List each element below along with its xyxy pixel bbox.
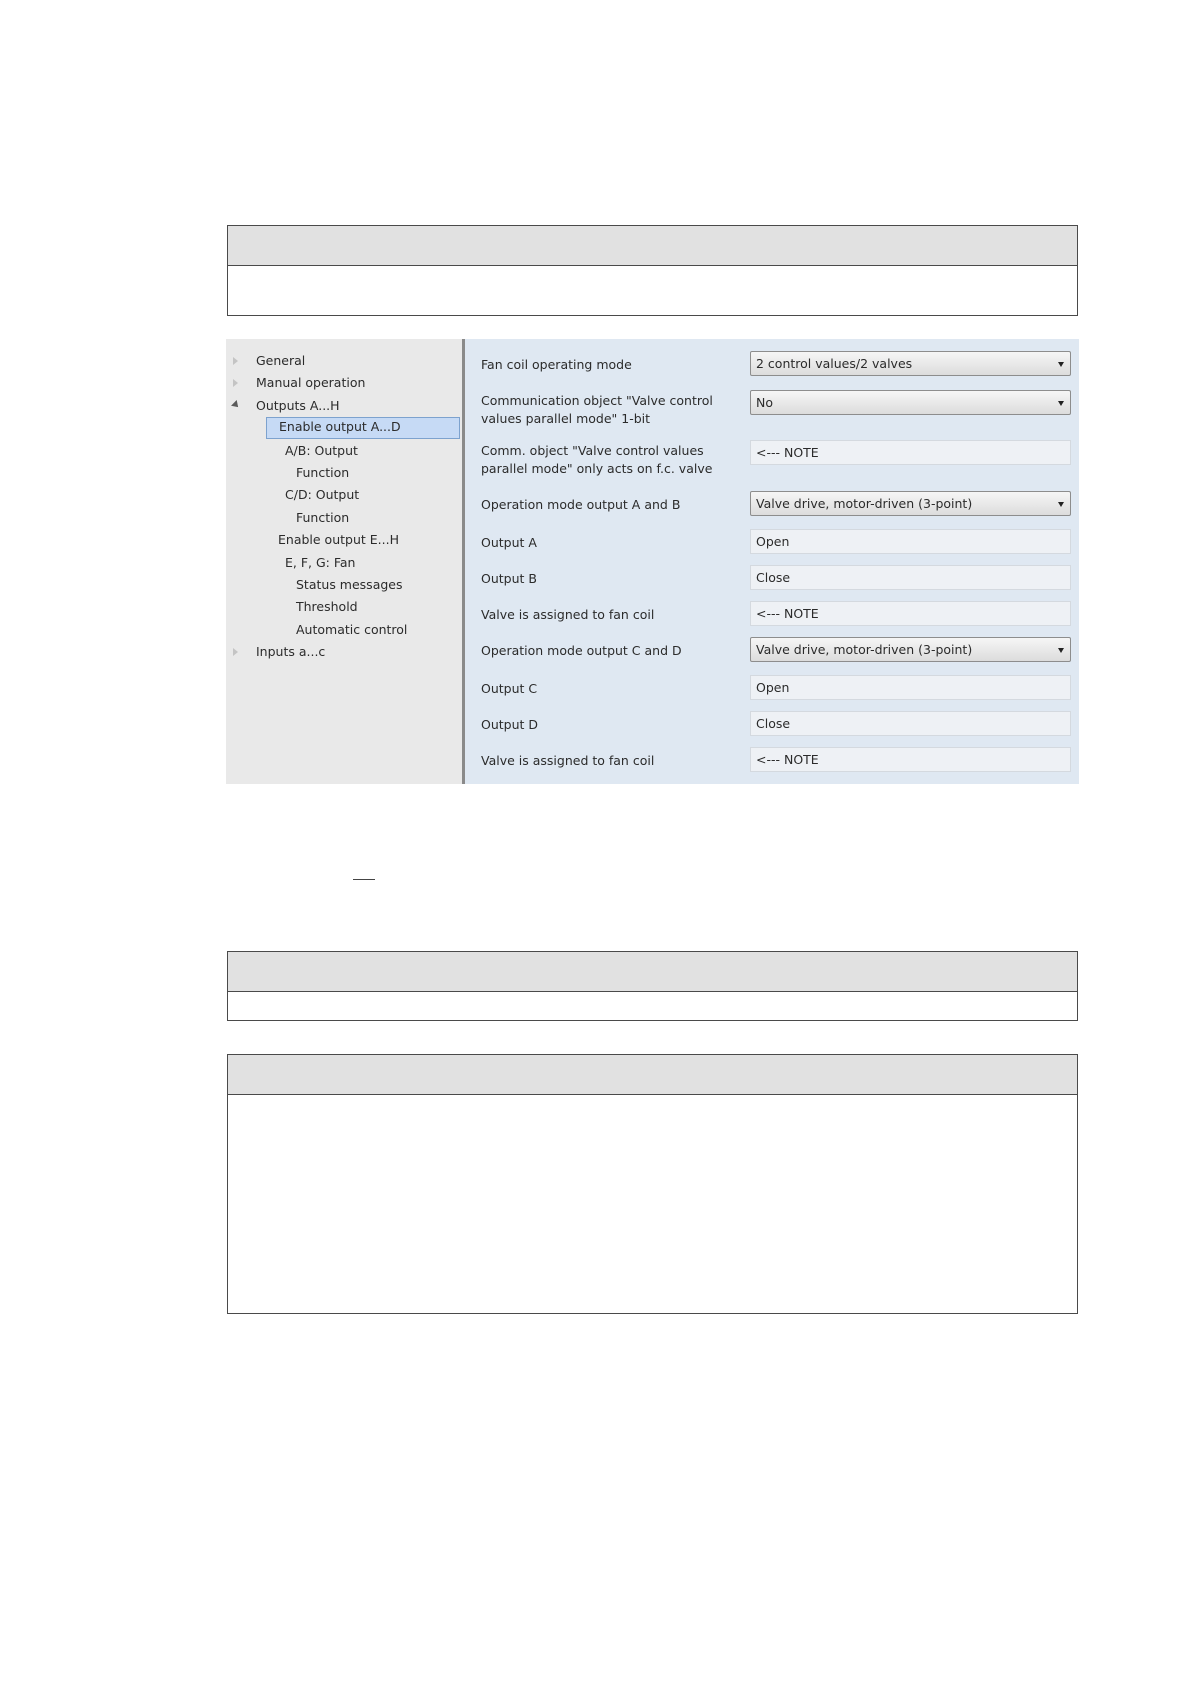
tree-item[interactable]: Enable output A...D: [266, 417, 460, 439]
tree-item[interactable]: Status messages: [296, 577, 403, 592]
parameter-value-field: [750, 529, 1071, 554]
tree-item[interactable]: A/B: Output: [285, 442, 358, 458]
parameter-dropdown[interactable]: [750, 637, 1071, 662]
parameter-window-screenshot: [226, 339, 1079, 784]
parameter-value: <--- NOTE: [756, 445, 819, 460]
parameter-value: Close: [756, 716, 791, 731]
tree-item[interactable]: Function: [296, 465, 350, 480]
parameter-label: Valve is assigned to fan coil: [481, 753, 655, 768]
chevron-down-icon[interactable]: [1058, 648, 1064, 653]
parameter-dropdown[interactable]: [750, 491, 1071, 516]
parameter-panel: [465, 339, 1079, 784]
chevron-down-icon[interactable]: [1058, 362, 1064, 367]
parameter-value: No: [756, 395, 773, 410]
note-box-header: [228, 226, 1077, 266]
tree-item[interactable]: Enable output E...H: [278, 532, 399, 548]
tree-item[interactable]: Function: [296, 509, 350, 525]
collapse-arrow-icon[interactable]: [233, 379, 238, 387]
parameter-label: Valve is assigned to fan coil: [481, 607, 655, 622]
parameter-label: Output C: [481, 681, 538, 696]
parameter-value-field: [750, 675, 1071, 700]
tree-item[interactable]: Inputs a...c: [256, 644, 326, 660]
collapse-arrow-icon[interactable]: [233, 648, 238, 656]
note-box-header: [228, 952, 1077, 992]
tree-item[interactable]: Threshold: [296, 599, 358, 615]
chevron-down-icon[interactable]: [1058, 401, 1064, 406]
parameter-value-field: [750, 440, 1071, 465]
parameter-value-field: [750, 747, 1071, 772]
parameter-value-field: [750, 601, 1071, 626]
parameter-label: Output D: [481, 717, 539, 732]
parameter-dropdown[interactable]: [750, 351, 1071, 376]
tree-item[interactable]: General: [256, 353, 306, 368]
parameter-value-field: [750, 565, 1071, 590]
chevron-down-icon[interactable]: [1058, 502, 1064, 507]
parameter-label: Output B: [481, 571, 537, 586]
parameter-value: <--- NOTE: [756, 606, 819, 621]
note-box-middle: [227, 951, 1078, 1021]
parameter-dropdown[interactable]: [750, 390, 1071, 415]
tree-item[interactable]: C/D: Output: [285, 487, 360, 503]
collapse-arrow-icon[interactable]: [233, 357, 238, 365]
parameter-value-field: [750, 711, 1071, 736]
parameter-value: 2 control values/2 valves: [756, 356, 913, 371]
tree-item[interactable]: Automatic control: [296, 621, 408, 637]
note-box-header: [228, 1055, 1077, 1095]
navigation-tree: [226, 339, 462, 784]
tree-item[interactable]: E, F, G: Fan: [285, 554, 356, 570]
note-box-bottom: [227, 1054, 1078, 1314]
parameter-label: Communication object "Valve control values parallel mode" 1-bit: [481, 393, 713, 426]
parameter-label: Operation mode output C and D: [481, 643, 682, 658]
parameter-value: Open: [756, 534, 790, 549]
parameter-value: Valve drive, motor-driven (3-point): [756, 496, 973, 511]
parameter-label: Comm. object "Valve control values parallel mode" only acts on f.c. valve: [481, 443, 713, 476]
parameter-label: Fan coil operating mode: [481, 357, 632, 372]
parameter-value: Open: [756, 680, 790, 695]
expand-arrow-icon[interactable]: [231, 400, 241, 410]
parameter-label: Operation mode output A and B: [481, 497, 681, 512]
parameter-value: <--- NOTE: [756, 752, 819, 767]
parameter-label: Output A: [481, 535, 537, 550]
underline-mark: [353, 879, 375, 880]
tree-item[interactable]: Manual operation: [256, 375, 366, 391]
parameter-value: Close: [756, 570, 791, 585]
note-box-top: [227, 225, 1078, 316]
tree-item[interactable]: Outputs A...H: [256, 397, 340, 413]
parameter-value: Valve drive, motor-driven (3-point): [756, 642, 973, 657]
